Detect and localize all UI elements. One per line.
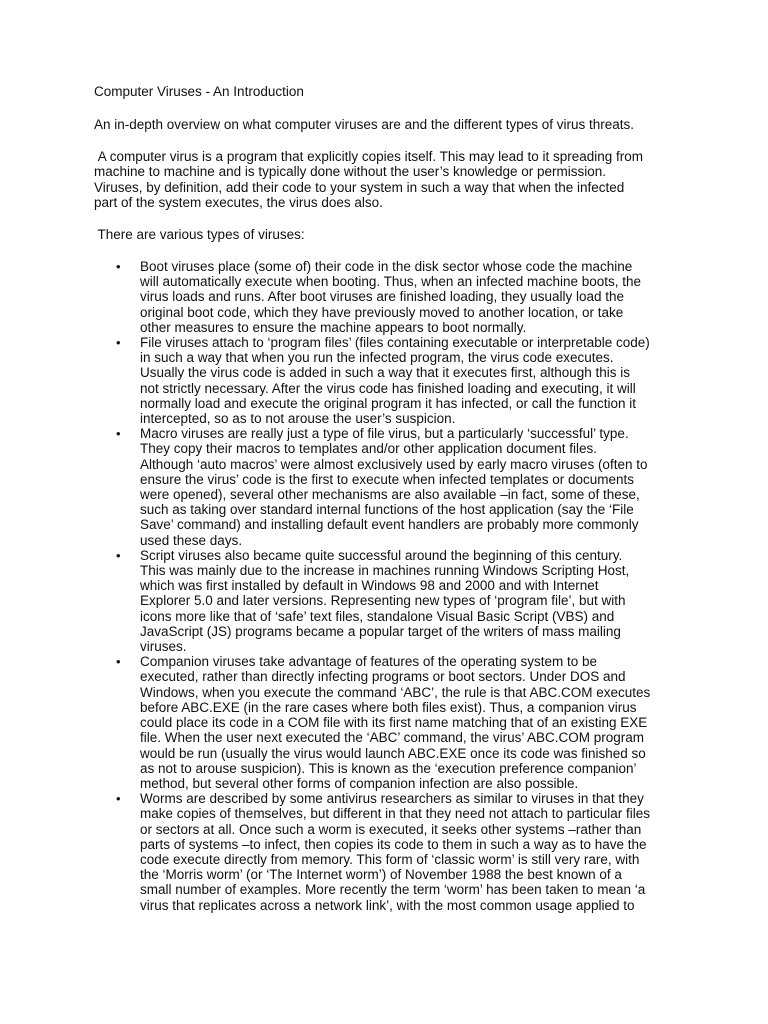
bullet-icon: • xyxy=(116,335,121,351)
list-item-boot-viruses xyxy=(94,259,684,335)
bullet-icon: • xyxy=(116,259,121,274)
list-item-text: File viruses attach to ‘program files’ (files containing executable or interpretable code) in such a way that when you run the infected program, the virus code executes. Usually the virus code is added in such a way that it executes first, although this is not strictly necessary. After the virus code has finished loading and executing, it will normally load and execute the original program it has infected, or call the function it intercepted, so as to not arouse the user’s suspicion. xyxy=(140,335,650,427)
bullet-icon: • xyxy=(116,654,121,670)
types-heading: There are various types of viruses: xyxy=(94,227,305,242)
bullet-icon: • xyxy=(116,791,121,807)
list-item-worms xyxy=(94,791,684,913)
bullet-icon: • xyxy=(116,547,121,563)
list-item-text: Boot viruses place (some of) their code in the disk sector whose code the machine will automatically execute when booting. Thus, when an infected machine boots, the virus loads and runs. After boot viruses are finished loading, they usually load the original boot code, which they have previously moved to another location, or take other measures to ensure the machine appears to boot normally. xyxy=(140,259,642,335)
list-item-macro-viruses xyxy=(94,426,684,548)
list-item-companion-viruses xyxy=(94,654,684,791)
list-item-script-viruses xyxy=(94,548,684,654)
list-item-file-viruses xyxy=(94,335,684,426)
document-subtitle: An in-depth overview on what computer viruses are and the different types of virus threats. xyxy=(94,117,635,132)
list-item-text: Script viruses also became quite successful around the beginning of this century. This was mainly due to the increase in machines running Windows Scripting Host, which was first installed by default in Windows 98 and 2000 and with Internet Explorer 5.0 and later versions. Representing new types of ‘program file’, but with icons more like that of ‘safe’ text files, standalone Visual Basic Script (VBS) and JavaScript (JS) programs became a popular target of the writers of mass mailing viruses. xyxy=(140,547,630,655)
document-title: Computer Viruses - An Introduction xyxy=(94,84,304,99)
bullet-icon: • xyxy=(116,426,121,442)
list-item-text: Companion viruses take advantage of features of the operating system to be executed, rather than directly infecting programs or boot sectors. Under DOS and Windows, when you execute the command ‘ABC’, the rule is that ABC.COM executes before ABC.EXE (in the rare cases where both files exist). Thus, a companion virus could place its code in a COM file with its first name matching that of an existing EXE file. When the user next executed the ‘ABC’ command, the virus’ ABC.COM program would be run (usually the virus would launch ABC.EXE once its code was finished so as not to arouse suspicion). This is known as the ‘execution preference companion’ method, but several other forms of companion infection are also possible. xyxy=(140,654,651,791)
virus-types-list xyxy=(94,259,684,913)
intro-paragraph: A computer virus is a program that explicitly copies itself. This may lead to it spreading from machine to machine and is typically done without the user’s knowledge or permission. Viruses, by definition, add their code to your system in such a way that when the infected part of the system executes, the virus does also. xyxy=(94,149,643,211)
list-item-text: Macro viruses are really just a type of file virus, but a particularly ‘successful’ type. They copy their macros to templates and/or other application document files. Although ‘auto macros’ were almost exclusively used by early macro viruses (often to ensure the virus’ code is the first to execute when infected templates or documents were opened), several other mechanisms are also available –in fact, some of these, such as taking over standard internal functions of the host application (say the ‘File Save’ command) and installing default event handlers are probably more commonly used these days. xyxy=(140,426,648,548)
list-item-text: Worms are described by some antivirus researchers as similar to viruses in that they make copies of themselves, but different in that they need not attach to particular files or sectors at all. Once such a worm is executed, it seeks other systems –rather than parts of systems –to infect, then copies its code to them in such a way as to have the code execute directly from memory. This form of ‘classic worm’ is still very rare, with the ‘Morris worm’ (or ‘The Internet worm’) of November 1988 the best known of a small number of examples. More recently the term ‘worm’ has been taken to mean ‘a virus that replicates across a network link’, with the most common usage applied to xyxy=(140,791,651,913)
